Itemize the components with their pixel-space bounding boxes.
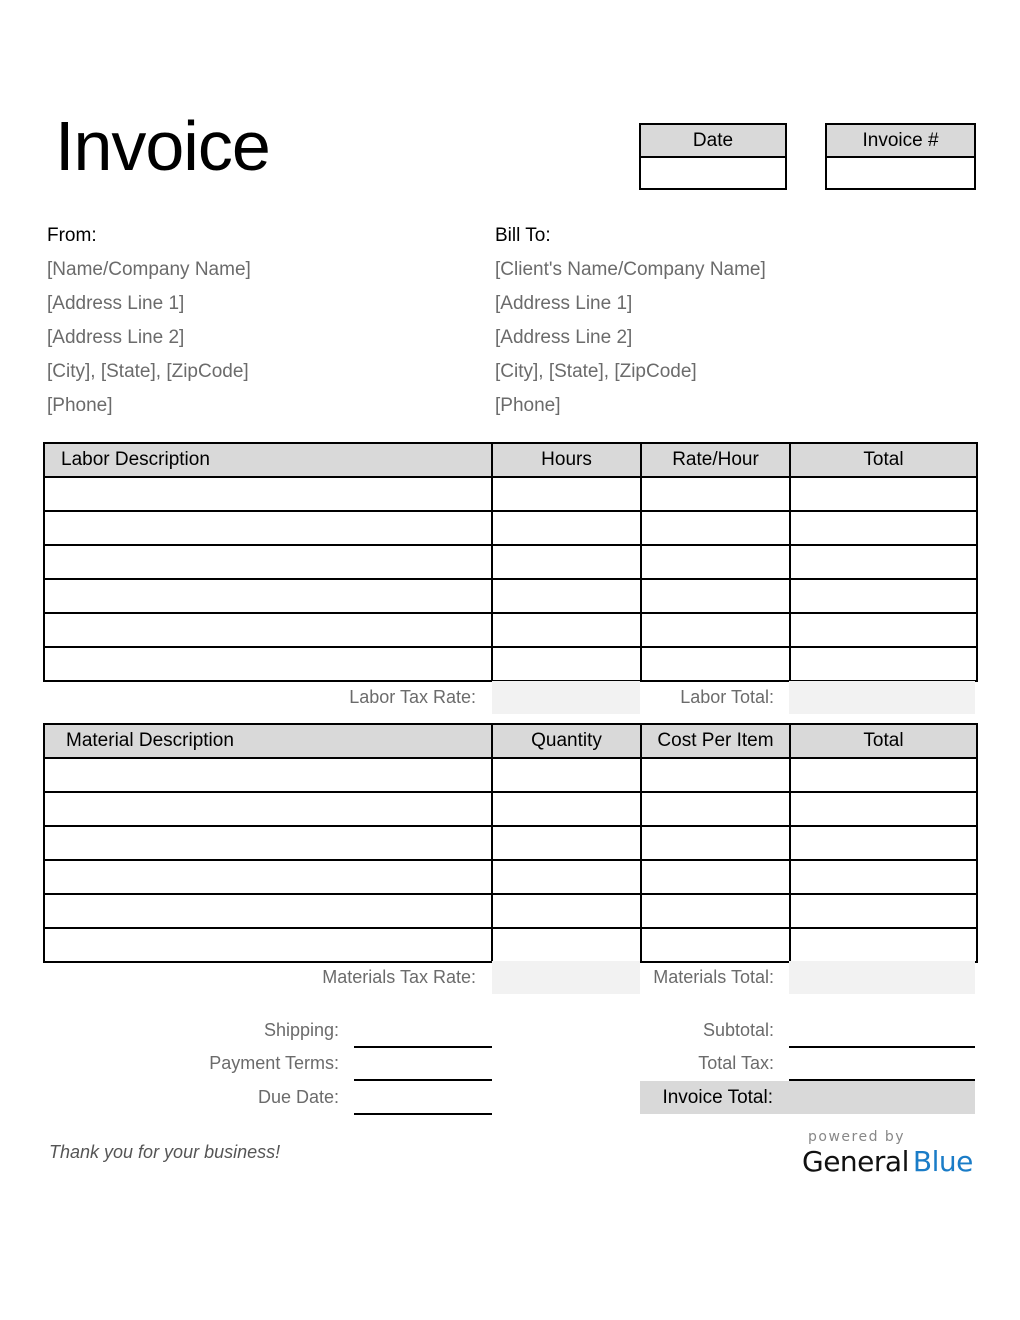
powered-by-text: powered by [808, 1129, 906, 1145]
from-city-state-zip[interactable]: [City], [State], [ZipCode] [47, 361, 249, 382]
material-description-cell[interactable] [44, 792, 492, 826]
labor-description-cell[interactable] [44, 477, 492, 511]
table-row [44, 792, 977, 826]
labor-col-description: Labor Description [44, 443, 492, 477]
brand-general: General [802, 1145, 909, 1178]
table-row [44, 647, 977, 681]
labor-description-cell[interactable] [44, 545, 492, 579]
labor-description-cell[interactable] [44, 613, 492, 647]
material-total-cell[interactable] [790, 792, 977, 826]
labor-total-cell[interactable] [790, 579, 977, 613]
from-name[interactable]: [Name/Company Name] [47, 259, 251, 280]
table-row [44, 511, 977, 545]
labor-total-cell[interactable] [790, 545, 977, 579]
material-description-cell[interactable] [44, 894, 492, 928]
labor-tax-rate-label: Labor Tax Rate: [349, 687, 476, 707]
bill-to-address-2[interactable]: [Address Line 2] [495, 327, 633, 348]
material-total-cell[interactable] [790, 894, 977, 928]
from-address-2[interactable]: [Address Line 2] [47, 327, 185, 348]
invoice-total-label: Invoice Total: [662, 1087, 773, 1108]
invoice-total-row[interactable] [640, 1081, 975, 1114]
thank-you-note: Thank you for your business! [49, 1142, 281, 1162]
material-total-cell[interactable] [790, 826, 977, 860]
bill-to-section [495, 222, 915, 426]
table-row [44, 545, 977, 579]
labor-tax-rate-field[interactable] [492, 681, 640, 714]
date-field[interactable] [641, 158, 785, 190]
bill-to-phone[interactable]: [Phone] [495, 395, 561, 416]
materials-total-field[interactable] [789, 961, 975, 994]
material-description-cell[interactable] [44, 928, 492, 962]
labor-total-cell[interactable] [790, 511, 977, 545]
labor-hours-cell[interactable] [492, 579, 641, 613]
due-date-field[interactable] [354, 1113, 492, 1115]
material-cost-cell[interactable] [641, 758, 790, 792]
labor-col-hours: Hours [492, 443, 641, 477]
labor-hours-cell[interactable] [492, 545, 641, 579]
payment-terms-label: Payment Terms: [209, 1053, 339, 1073]
date-label: Date [641, 125, 785, 158]
shipping-label: Shipping: [263, 1020, 339, 1040]
material-total-cell[interactable] [790, 860, 977, 894]
table-row [44, 826, 977, 860]
material-quantity-cell[interactable] [492, 758, 641, 792]
table-row [44, 579, 977, 613]
bill-to-label: Bill To: [495, 225, 551, 246]
labor-rate-cell[interactable] [641, 647, 790, 681]
labor-total-field[interactable] [789, 681, 975, 714]
labor-hours-cell[interactable] [492, 477, 641, 511]
invoice-number-field[interactable] [827, 158, 974, 190]
material-cost-cell[interactable] [641, 928, 790, 962]
material-cost-cell[interactable] [641, 826, 790, 860]
subtotal-label: Subtotal: [702, 1020, 774, 1040]
table-row [44, 477, 977, 511]
due-date-label: Due Date: [257, 1087, 339, 1107]
material-total-cell[interactable] [790, 758, 977, 792]
labor-table [43, 442, 978, 682]
labor-rate-cell[interactable] [641, 579, 790, 613]
from-label: From: [47, 225, 97, 246]
labor-col-rate: Rate/Hour [641, 443, 790, 477]
material-quantity-cell[interactable] [492, 792, 641, 826]
from-phone[interactable]: [Phone] [47, 395, 113, 416]
table-row [44, 860, 977, 894]
labor-description-cell[interactable] [44, 579, 492, 613]
material-cost-cell[interactable] [641, 894, 790, 928]
labor-description-cell[interactable] [44, 647, 492, 681]
payment-terms-field[interactable] [354, 1079, 492, 1081]
material-description-cell[interactable] [44, 860, 492, 894]
labor-rate-cell[interactable] [641, 545, 790, 579]
material-description-cell[interactable] [44, 758, 492, 792]
materials-col-quantity: Quantity [492, 724, 641, 758]
table-row [44, 613, 977, 647]
from-address-1[interactable]: [Address Line 1] [47, 293, 185, 314]
labor-total-cell[interactable] [790, 477, 977, 511]
material-quantity-cell[interactable] [492, 928, 641, 962]
material-quantity-cell[interactable] [492, 860, 641, 894]
material-quantity-cell[interactable] [492, 894, 641, 928]
materials-tax-rate-label: Materials Tax Rate: [322, 967, 476, 987]
subtotal-field[interactable] [789, 1046, 975, 1048]
materials-col-description: Material Description [44, 724, 492, 758]
labor-hours-cell[interactable] [492, 647, 641, 681]
materials-header-row [44, 724, 977, 758]
material-total-cell[interactable] [790, 928, 977, 962]
labor-rate-cell[interactable] [641, 511, 790, 545]
generalblue-logo[interactable] [802, 1145, 973, 1178]
table-row [44, 928, 977, 962]
labor-total-cell[interactable] [790, 647, 977, 681]
brand-blue: Blue [912, 1145, 973, 1178]
labor-col-total: Total [790, 443, 977, 477]
materials-col-total: Total [790, 724, 977, 758]
material-description-cell[interactable] [44, 826, 492, 860]
invoice-number-label: Invoice # [827, 125, 974, 158]
labor-header-row [44, 443, 977, 477]
invoice-number-box [825, 123, 976, 190]
labor-hours-cell[interactable] [492, 511, 641, 545]
material-cost-cell[interactable] [641, 860, 790, 894]
material-quantity-cell[interactable] [492, 826, 641, 860]
from-section [47, 222, 467, 426]
total-tax-label: Total Tax: [698, 1053, 774, 1073]
bill-to-city-state-zip[interactable]: [City], [State], [ZipCode] [495, 361, 697, 382]
labor-hours-cell[interactable] [492, 613, 641, 647]
labor-total-label: Labor Total: [680, 687, 774, 707]
labor-rate-cell[interactable] [641, 477, 790, 511]
table-row [44, 758, 977, 792]
materials-tax-rate-field[interactable] [492, 961, 640, 994]
table-row [44, 894, 977, 928]
shipping-field[interactable] [354, 1046, 492, 1048]
materials-col-cost: Cost Per Item [641, 724, 790, 758]
date-box [639, 123, 787, 190]
page-title: Invoice [55, 107, 270, 185]
bill-to-address-1[interactable]: [Address Line 1] [495, 293, 633, 314]
labor-total-cell[interactable] [790, 613, 977, 647]
materials-total-label: Materials Total: [653, 967, 774, 987]
labor-description-cell[interactable] [44, 511, 492, 545]
bill-to-name[interactable]: [Client's Name/Company Name] [495, 259, 766, 280]
materials-table [43, 723, 978, 963]
labor-rate-cell[interactable] [641, 613, 790, 647]
material-cost-cell[interactable] [641, 792, 790, 826]
